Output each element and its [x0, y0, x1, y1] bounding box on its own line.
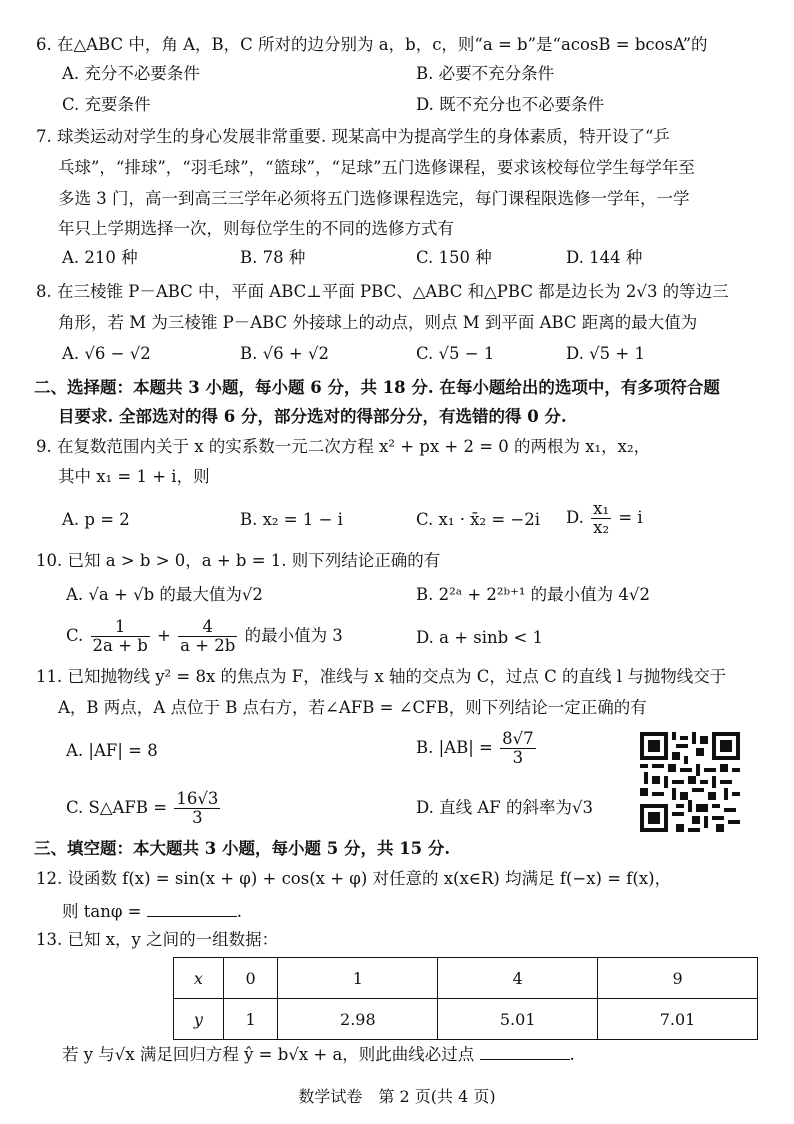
table-cell: y — [174, 999, 224, 1040]
q10-option-b: B. 2²ᵃ + 2²ᵇ⁺¹ 的最小值为 4√2 — [416, 585, 650, 604]
table-row — [174, 999, 758, 1040]
q12-line-2 — [62, 900, 242, 923]
q7-line-2: 乓球”，“排球”，“羽毛球”，“篮球”，“足球”五门选修课程，要求该校每位学生每学年至 — [58, 158, 695, 177]
q13-line-2-prefix: 若 y 与√x 满足回归方程 ŷ = b√x + a，则此曲线必过点 — [62, 1045, 475, 1064]
q11-option-c-prefix: C. S△AFB = — [66, 798, 168, 817]
q10-option-c-prefix: C. — [66, 626, 84, 645]
table-cell: x — [174, 958, 224, 999]
q8-line-1: 8. 在三棱锥 P－ABC 中，平面 ABC⊥平面 PBC、△ABC 和△PBC 都是边长为 2√3 的等边三 — [36, 282, 729, 301]
q6-option-b: B. 必要不充分条件 — [416, 64, 555, 83]
q8-option-a: A. √6 − √2 — [62, 344, 151, 363]
table-cell: 1 — [278, 958, 438, 999]
q9-option-a: A. p = 2 — [62, 510, 130, 529]
table-cell: 1 — [223, 999, 278, 1040]
q10-option-a: A. √a + √b 的最大值为√2 — [66, 585, 263, 604]
q9-option-d-prefix: D. — [566, 508, 584, 527]
q7-option-a: A. 210 种 — [62, 248, 138, 267]
q7-line-4: 年只上学期选择一次，则每位学生的不同的选修方式有 — [58, 219, 454, 238]
table-cell: 5.01 — [438, 999, 598, 1040]
q9-option-d-suffix: = i — [618, 508, 643, 527]
q12-answer-blank[interactable] — [147, 900, 237, 917]
table-cell: 7.01 — [598, 999, 758, 1040]
q13-data-table — [173, 957, 758, 1040]
q12-line-2-suffix: . — [236, 902, 242, 921]
q10-option-c-plus: + — [157, 626, 171, 645]
q11-option-b-fraction — [500, 730, 536, 767]
q11-line-1: 11. 已知抛物线 y² = 8x 的焦点为 F，准线与 x 轴的交点为 C，过点 C 的直线 l 与抛物线交于 — [36, 667, 727, 686]
q9-option-d-fraction — [591, 500, 611, 537]
q8-option-d: D. √5 + 1 — [566, 344, 645, 363]
q11-option-c — [66, 790, 222, 827]
q10-option-d: D. a + sinb < 1 — [416, 628, 544, 647]
section-2-instructions: 目要求. 全部选对的得 6 分，部分选对的得部分分，有选错的得 0 分. — [58, 407, 567, 426]
q8-line-2: 角形，若 M 为三棱锥 P－ABC 外接球上的动点，则点 M 到平面 ABC 距离的最大值为 — [58, 313, 698, 332]
q10-option-c-numerator-1: 1 — [91, 618, 150, 637]
q10-option-c-denominator-2: a + 2b — [180, 636, 236, 655]
q11-option-b-prefix: B. |AB| = — [416, 738, 493, 757]
q6-option-a: A. 充分不必要条件 — [62, 64, 200, 83]
q7-option-b: B. 78 种 — [240, 248, 306, 267]
q7-line-1: 7. 球类运动对学生的身心发展非常重要. 现某高中为提高学生的身体素质，特开设了“乒 — [36, 127, 670, 146]
q11-line-2: A，B 两点，A 点位于 B 点右方，若∠AFB = ∠CFB，则下列结论一定正确的有 — [58, 698, 647, 717]
q6-option-d: D. 既不充分也不必要条件 — [416, 95, 605, 114]
q12-line-2-prefix: 则 tanφ = — [62, 902, 142, 921]
q6-option-c: C. 充要条件 — [62, 95, 151, 114]
table-cell: 0 — [223, 958, 278, 999]
q10-stem: 10. 已知 a > b > 0，a + b = 1. 则下列结论正确的有 — [36, 551, 441, 570]
q11-option-d: D. 直线 AF 的斜率为√3 — [416, 798, 593, 817]
q10-option-c-denominator-1: 2a + b — [92, 636, 148, 655]
q11-option-a: A. |AF| = 8 — [66, 741, 158, 760]
section-3-heading: 三、填空题：本大题共 3 小题，每小题 5 分，共 15 分. — [34, 839, 451, 858]
q13-answer-blank[interactable] — [480, 1043, 570, 1060]
q9-option-b: B. x₂ = 1 − i — [240, 510, 343, 529]
table-cell: 4 — [438, 958, 598, 999]
q11-option-b-numerator: 8√7 — [502, 729, 534, 748]
q13-line-1: 13. 已知 x，y 之间的一组数据： — [36, 930, 279, 949]
q10-option-c-fraction-2 — [178, 618, 237, 655]
q7-option-d: D. 144 种 — [566, 248, 643, 267]
q11-option-c-numerator: 16√3 — [176, 789, 219, 808]
page-footer: 数学试卷 第 2 页(共 4 页) — [298, 1087, 496, 1106]
q13-line-2-suffix: . — [569, 1045, 575, 1064]
q9-option-d-denominator: x₂ — [593, 518, 610, 537]
q9-line-2: 其中 x₁ = 1 + i，则 — [58, 467, 210, 486]
table-cell: 2.98 — [278, 999, 438, 1040]
table-cell: 9 — [598, 958, 758, 999]
q11-option-c-denominator: 3 — [192, 808, 203, 827]
table-row — [174, 958, 758, 999]
q7-option-c: C. 150 种 — [416, 248, 492, 267]
q12-line-1: 12. 设函数 f(x) = sin(x + φ) + cos(x + φ) 对任意的 x(x∈R) 均满足 f(−x) = f(x)， — [36, 869, 672, 888]
q10-option-c-suffix: 的最小值为 3 — [244, 626, 343, 645]
q7-line-3: 多选 3 门，高一到高三三学年必须将五门选修课程选完，每门课程限选修一学年，一学 — [58, 189, 690, 208]
q9-option-d — [566, 500, 643, 537]
q11-option-b-denominator: 3 — [512, 748, 524, 767]
q13-line-2 — [62, 1043, 575, 1066]
section-2-heading: 二、选择题：本题共 3 小题，每小题 6 分，共 18 分. 在每小题给出的选项中，有多项符合题 — [34, 378, 720, 397]
q8-option-b: B. √6 + √2 — [240, 344, 329, 363]
q9-option-c: C. x₁ · x̄₂ = −2i — [416, 510, 541, 529]
q6-stem: 6. 在△ABC 中，角 A，B，C 所对的边分别为 a，b，c，则“a = b”是“acosB = bcosA”的 — [36, 35, 708, 54]
q10-option-c-numerator-2: 4 — [178, 618, 237, 637]
q10-option-c — [66, 618, 343, 655]
q11-option-c-fraction — [174, 790, 220, 827]
q11-option-b — [416, 730, 538, 767]
q8-option-c: C. √5 − 1 — [416, 344, 495, 363]
qr-code-icon — [640, 732, 740, 832]
q9-line-1: 9. 在复数范围内关于 x 的实系数一元二次方程 x² + px + 2 = 0 的两根为 x₁，x₂， — [36, 437, 651, 456]
q9-option-d-numerator: x₁ — [593, 499, 610, 518]
q10-option-c-fraction-1 — [91, 618, 150, 655]
